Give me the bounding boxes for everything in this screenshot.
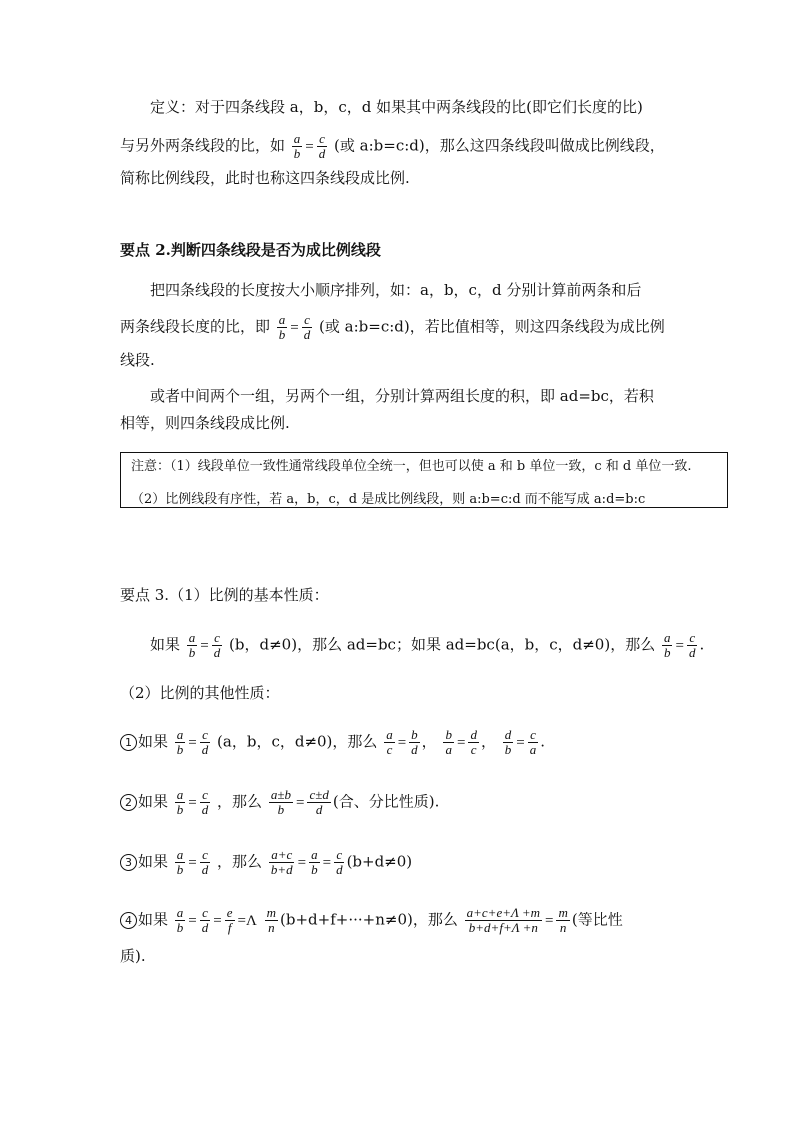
item-text: . xyxy=(540,732,545,751)
item-text: ， xyxy=(421,732,437,751)
circled-number-3-icon: 3 xyxy=(120,854,137,871)
point3-text: 如果 xyxy=(150,635,181,654)
property-item-1: 1 如果 $\frac{a}{b}$ = $\frac{c}{d}$ (a，b，c，d≠0)，那么 $\frac{a}{c}$ = $\frac{b}{d}$ ， $\frac{b}{a}$ = $\frac{d}{c}$ ， $\frac{d}{b}$ = $\frac{c}{a}$ . xyxy=(120,728,545,757)
fraction-a-over-b: $\frac{a}{b}$ xyxy=(176,787,184,817)
fraction-a-over-b: $\frac{a}{b}$ xyxy=(188,630,196,660)
fraction-e-over-f: $\frac{e}{f}$ xyxy=(226,905,233,935)
circled-number-4-icon: 4 xyxy=(120,912,137,929)
definition-line-1: 定义：对于四条线段 a，b，c，d 如果其中两条线段的比(即它们长度的比) xyxy=(150,98,643,116)
definition-line-2: 与另外两条线段的比，如 $\frac{a}{b}$ = $\frac{c}{d}$ (或 a:b=c:d)，那么这四条线段叫做成比例线段， xyxy=(120,131,665,161)
fraction-c-over-d: $\frac{c}{d}$ xyxy=(201,727,209,757)
circled-number-1-icon: 1 xyxy=(120,734,137,751)
note-line-2: （2）比例线段有序性，若 a，b，c，d 是成比例线段，则 a:b=c:d 而不能写成 a:d=b:c xyxy=(131,492,646,507)
fraction-b-over-a: $\frac{b}{a}$ xyxy=(445,727,452,757)
circled-number-2-icon: 2 xyxy=(120,794,137,811)
point2-p2-line-2: 相等，则四条线段成比例. xyxy=(120,414,290,432)
fraction-c-over-d: $\frac{c}{d}$ xyxy=(201,905,209,935)
point2-p1-line-1: 把四条线段的长度按大小顺序排列，如：a，b，c，d 分别计算前两条和后 xyxy=(150,281,642,299)
fraction-a-over-b: $\frac{a}{b}$ xyxy=(176,847,184,877)
item-text: 如果 xyxy=(138,732,169,751)
fraction-d-over-b: $\frac{d}{b}$ xyxy=(504,727,512,757)
point2-heading: 要点 2.判断四条线段是否为成比例线段 xyxy=(120,241,381,259)
fraction-c-pm-d-over-d: $\frac{c\pm d}{d}$ xyxy=(309,787,329,817)
property-item-4-continued: 质). xyxy=(120,947,146,965)
fraction-a-over-b: $\frac{a}{b}$ xyxy=(293,131,301,161)
definition-text: 与另外两条线段的比，如 xyxy=(120,136,286,155)
note-box xyxy=(120,452,728,508)
fraction-sum-ratio: $\frac{a+c+e+\Lambda +m}{b+d+f+\Lambda +n}$ xyxy=(466,905,541,935)
item-text: (b+d≠0) xyxy=(346,852,413,871)
item-text: 如果 xyxy=(138,910,169,929)
fraction-a-over-c: $\frac{a}{c}$ xyxy=(386,727,393,757)
definition-text: (或 a:b=c:d)，那么这四条线段叫做成比例线段， xyxy=(334,136,665,155)
fraction-c-over-d: $\frac{c}{d}$ xyxy=(201,787,209,817)
property-item-3: 3 如果 $\frac{a}{b}$ = $\frac{c}{d}$ ，那么 $\frac{a+c}{b+d}$ = $\frac{a}{b}$ = $\frac{c}{d}$ (b+d≠0) xyxy=(120,848,412,877)
fraction-a-plus-c-over-b-plus-d: $\frac{a+c}{b+d}$ xyxy=(270,847,293,877)
item-text: ，那么 xyxy=(217,852,263,871)
item-text: (b+d+f+···+n≠0)，那么 xyxy=(280,910,458,929)
fraction-a-over-b: $\frac{a}{b}$ xyxy=(176,905,184,935)
fraction-c-over-d: $\frac{c}{d}$ xyxy=(318,131,326,161)
fraction-m-over-n: $\frac{m}{n}$ xyxy=(266,905,277,935)
fraction-c-over-a: $\frac{c}{a}$ xyxy=(529,727,537,757)
fraction-c-over-d: $\frac{c}{d}$ xyxy=(303,312,311,342)
fraction-c-over-d: $\frac{c}{d}$ xyxy=(201,847,209,877)
item-text: 如果 xyxy=(138,852,169,871)
fraction-a-over-b: $\frac{a}{b}$ xyxy=(278,312,286,342)
item-text: ， xyxy=(480,732,496,751)
point3-heading: 要点 3.（1）比例的基本性质： xyxy=(120,586,329,604)
definition-line-3: 简称比例线段，此时也称这四条线段成比例. xyxy=(120,169,410,187)
point3-text: . xyxy=(699,635,705,654)
point2-text: (或 a:b=c:d)，若比值相等，则这四条线段为成比例 xyxy=(319,317,665,336)
point2-p1-line-3: 线段. xyxy=(120,351,155,369)
fraction-c-over-d: $\frac{c}{d}$ xyxy=(336,847,343,877)
point2-p2-line-1: 或者中间两个一组，另两个一组，分别计算两组长度的积，即 ad=bc，若积 xyxy=(150,387,654,405)
fraction-a-over-b: $\frac{a}{b}$ xyxy=(176,727,184,757)
point2-p1-line-2: 两条线段长度的比，即 $\frac{a}{b}$ = $\frac{c}{d}$ (或 a:b=c:d)，若比值相等，则这四条线段为成比例 xyxy=(120,312,665,342)
fraction-b-over-d: $\frac{b}{d}$ xyxy=(411,727,418,757)
property-item-4: 4 如果 $\frac{a}{b}$ = $\frac{c}{d}$ = $\frac{e}{f}$ =Λ $\frac{m}{n}$ (b+d+f+···+n≠0)，那么 $\frac{a+c+e+\Lambda +m}{b+d+f+\Lambda +n}$ = $\frac{m}{n}$ (等比性 xyxy=(120,906,623,935)
fraction-a-over-b: $\frac{a}{b}$ xyxy=(311,847,318,877)
other-properties-heading: （2）比例的其他性质： xyxy=(120,684,280,702)
point3-text: (b，d≠0)，那么 ad=bc；如果 ad=bc(a，b，c，d≠0)，那么 xyxy=(229,635,656,654)
fraction-m-over-n: $\frac{m}{n}$ xyxy=(558,905,568,935)
property-item-2: 2 如果 $\frac{a}{b}$ = $\frac{c}{d}$ ，那么 $\frac{a\pm b}{b}$ = $\frac{c\pm d}{d}$ (合、分比性质). xyxy=(120,788,439,817)
item-text: ，那么 xyxy=(217,792,263,811)
item-text: (合、分比性质). xyxy=(332,792,440,811)
note-line-1: 注意：（1）线段单位一致性通常线段单位全统一，但也可以使 a 和 b 单位一致，c 和 d 单位一致. xyxy=(131,459,692,474)
fraction-a-pm-b-over-b: $\frac{a\pm b}{b}$ xyxy=(270,787,291,817)
item-text: (a，b，c，d≠0)，那么 xyxy=(217,732,378,751)
fraction-c-over-d: $\frac{c}{d}$ xyxy=(213,630,221,660)
point3-basic-property: 如果 $\frac{a}{b}$ = $\frac{c}{d}$ (b，d≠0)，那么 ad=bc；如果 ad=bc(a，b，c，d≠0)，那么 $\frac{a}{b}$ = $\frac{c}{d}$ . xyxy=(150,630,705,660)
item-text: 如果 xyxy=(138,792,169,811)
fraction-a-over-b: $\frac{a}{b}$ xyxy=(663,630,671,660)
point2-text: 两条线段长度的比，即 xyxy=(120,317,271,336)
item-text: (等比性 xyxy=(571,910,623,929)
fraction-d-over-c: $\frac{d}{c}$ xyxy=(470,727,477,757)
fraction-c-over-d: $\frac{c}{d}$ xyxy=(688,630,696,660)
